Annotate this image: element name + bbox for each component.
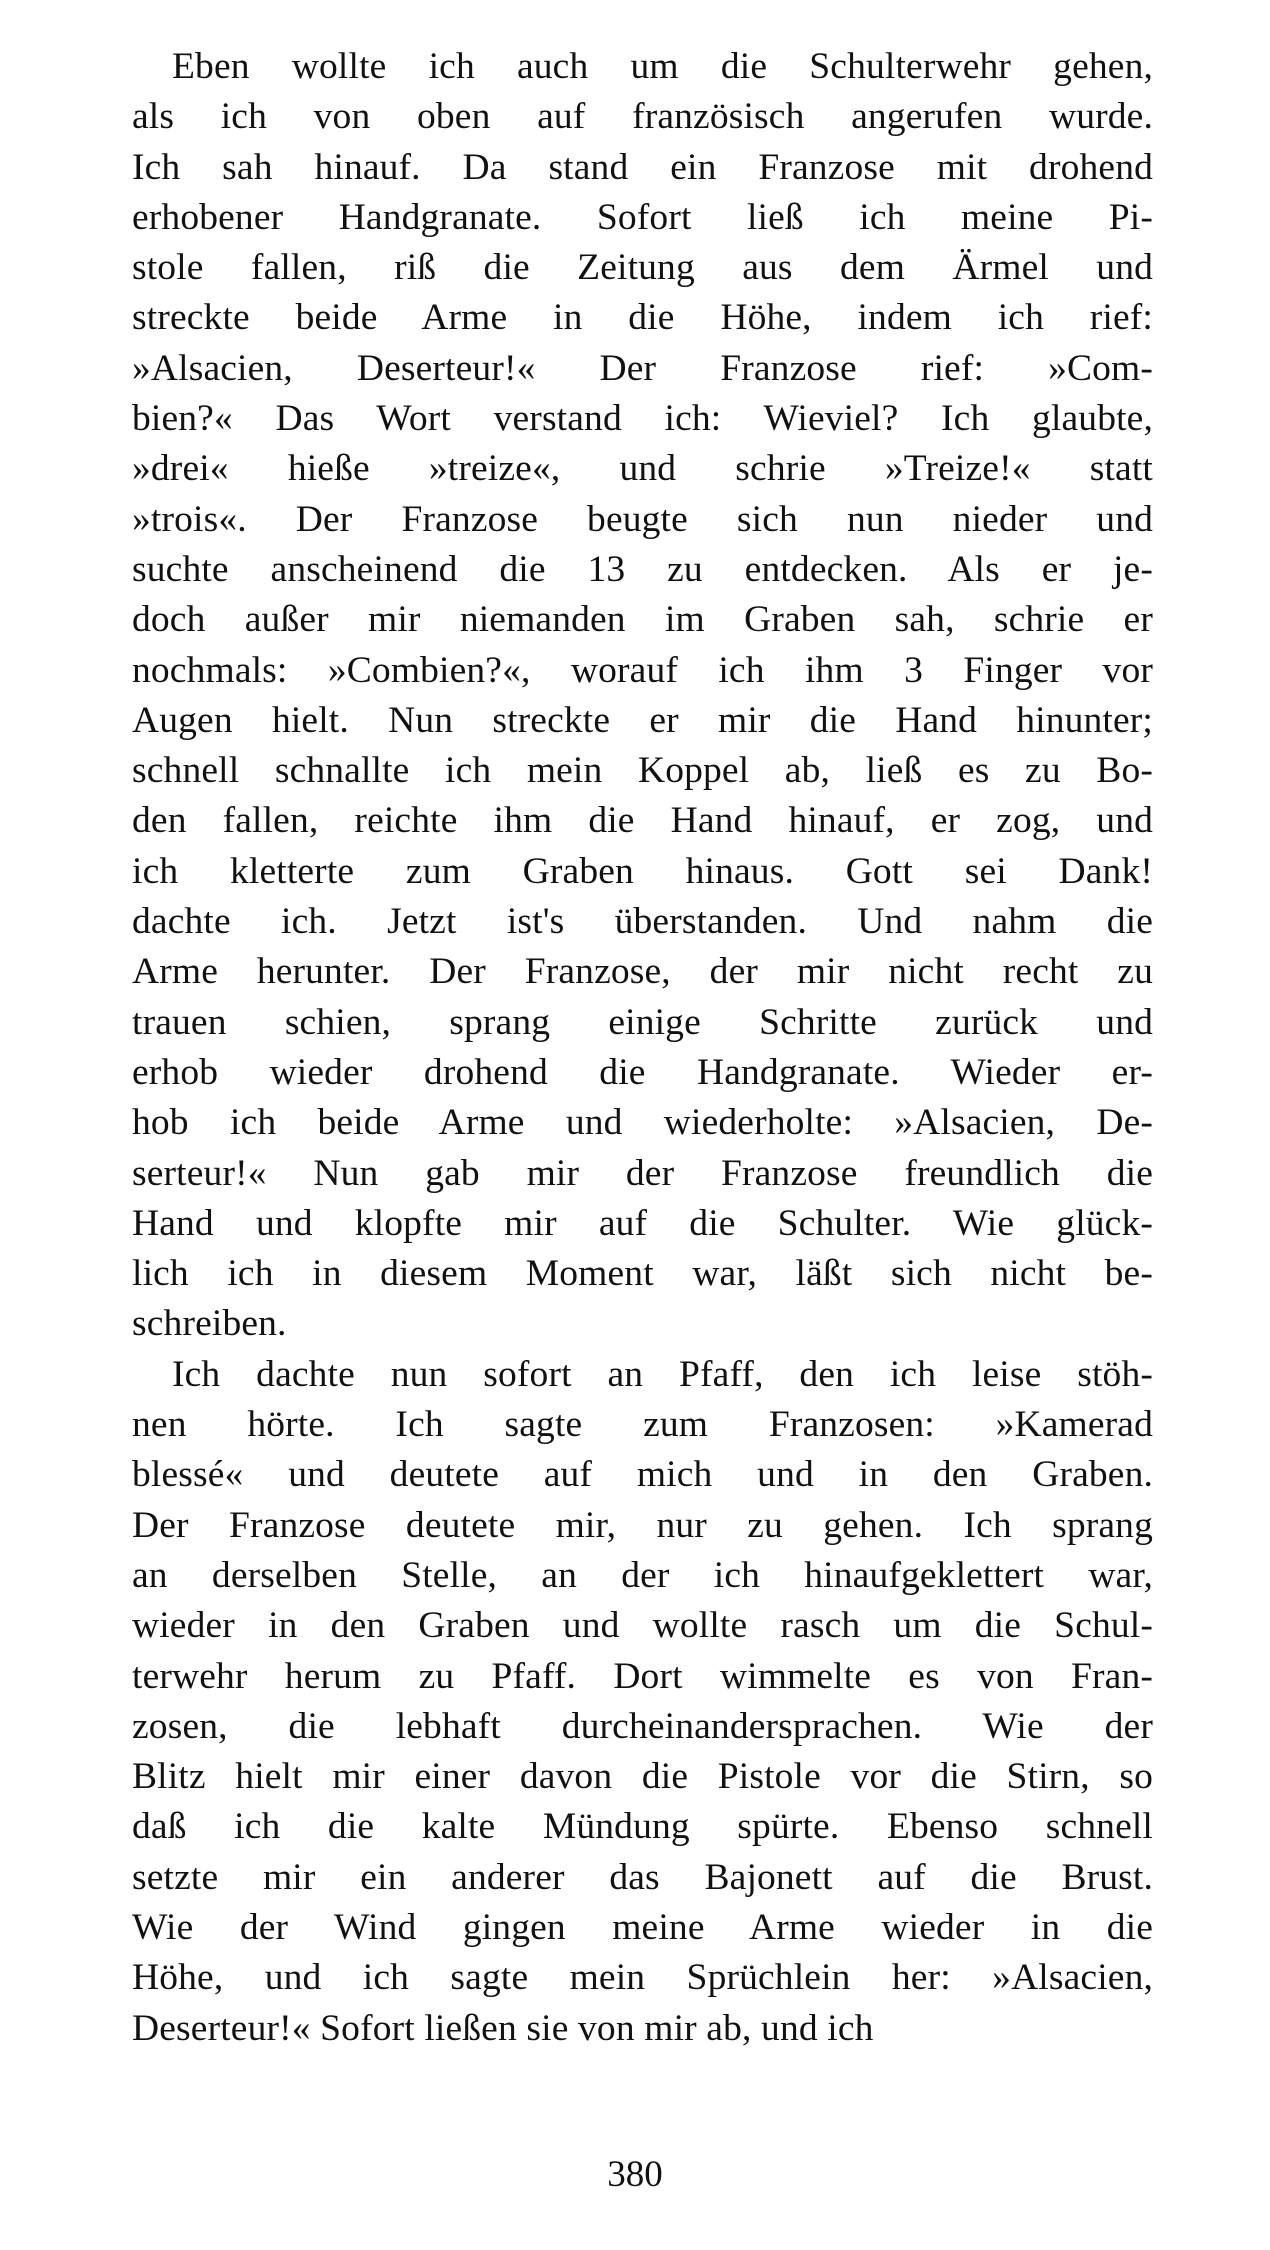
text-line: Hand und klopfte mir auf die Schulter. Wie glück-: [132, 1202, 1153, 1244]
text-line: ich kletterte zum Graben hinaus. Gott sei Dank!: [132, 850, 1153, 892]
page-number: 380: [607, 2154, 663, 2195]
text-line: nen hörte. Ich sagte zum Franzosen: »Kamerad: [132, 1404, 1153, 1446]
text-line: Blitz hielt mir einer davon die Pistole vor die Stirn, so: [132, 1756, 1153, 1798]
text-line: als ich von oben auf französisch angerufen wurde.: [132, 96, 1153, 138]
text-line: an derselben Stelle, an der ich hinaufgeklettert war,: [132, 1554, 1153, 1596]
body-text: [132, 42, 1153, 2054]
text-line: Arme herunter. Der Franzose, der mir nicht recht zu: [132, 951, 1153, 993]
text-line: lich ich in diesem Moment war, läßt sich nicht be-: [132, 1253, 1153, 1295]
text-line: Augen hielt. Nun streckte er mir die Hand hinunter;: [132, 699, 1153, 741]
text-line: wieder in den Graben und wollte rasch um die Schul-: [132, 1605, 1153, 1647]
text-line: blessé« und deutete auf mich und in den Graben.: [132, 1454, 1153, 1496]
text-line: setzte mir ein anderer das Bajonett auf die Brust.: [132, 1856, 1153, 1898]
text-line: Eben wollte ich auch um die Schulterwehr gehen,: [172, 46, 1153, 87]
text-line: Wie der Wind gingen meine Arme wieder in die: [132, 1906, 1153, 1948]
paragraph: [132, 1350, 1153, 2054]
text-line: doch außer mir niemanden im Graben sah, schrie er: [132, 599, 1153, 641]
text-line: Der Franzose deutete mir, nur zu gehen. Ich sprang: [132, 1504, 1153, 1546]
text-line: »Alsacien, Deserteur!« Der Franzose rief: »Com-: [132, 347, 1153, 389]
text-line: Ich sah hinauf. Da stand ein Franzose mit drohend: [132, 146, 1153, 188]
text-line: zosen, die lebhaft durcheinandersprachen. Wie der: [132, 1705, 1153, 1747]
text-line: Höhe, und ich sagte mein Sprüchlein her: »Alsacien,: [132, 1957, 1153, 1999]
text-line: erhobener Handgranate. Sofort ließ ich meine Pi-: [132, 196, 1153, 238]
text-line: erhob wieder drohend die Handgranate. Wieder er-: [132, 1051, 1153, 1093]
text-line: stole fallen, riß die Zeitung aus dem Ärmel und: [132, 247, 1153, 289]
text-line: den fallen, reichte ihm die Hand hinauf, er zog, und: [132, 800, 1153, 842]
text-line: Ich dachte nun sofort an Pfaff, den ich leise stöh-: [172, 1353, 1153, 1395]
text-line: schreiben.: [132, 1303, 287, 1345]
text-line: serteur!« Nun gab mir der Franzose freundlich die: [132, 1152, 1153, 1194]
text-line: bien?« Das Wort verstand ich: Wieviel? Ich glaubte,: [132, 398, 1153, 440]
text-line: trauen schien, sprang einige Schritte zurück und: [132, 1001, 1153, 1043]
text-line: suchte anscheinend die 13 zu entdecken. Als er je-: [132, 548, 1153, 590]
text-line: »drei« hieße »treize«, und schrie »Treize!« statt: [132, 448, 1153, 490]
text-line: hob ich beide Arme und wiederholte: »Alsacien, De-: [132, 1102, 1153, 1144]
text-line: Deserteur!« Sofort ließen sie von mir ab, und ich: [132, 2007, 874, 2049]
paragraph: [132, 42, 1153, 1350]
text-line: terwehr herum zu Pfaff. Dort wimmelte es von Fran-: [132, 1655, 1153, 1697]
text-line: »trois«. Der Franzose beugte sich nun nieder und: [132, 498, 1153, 540]
text-line: streckte beide Arme in die Höhe, indem ich rief:: [132, 297, 1153, 339]
text-line: nochmals: »Combien?«, worauf ich ihm 3 Finger vor: [132, 649, 1153, 691]
text-line: daß ich die kalte Mündung spürte. Ebenso schnell: [132, 1806, 1153, 1848]
text-line: schnell schnallte ich mein Koppel ab, ließ es zu Bo-: [132, 750, 1153, 792]
text-line: dachte ich. Jetzt ist's überstanden. Und nahm die: [132, 901, 1153, 943]
